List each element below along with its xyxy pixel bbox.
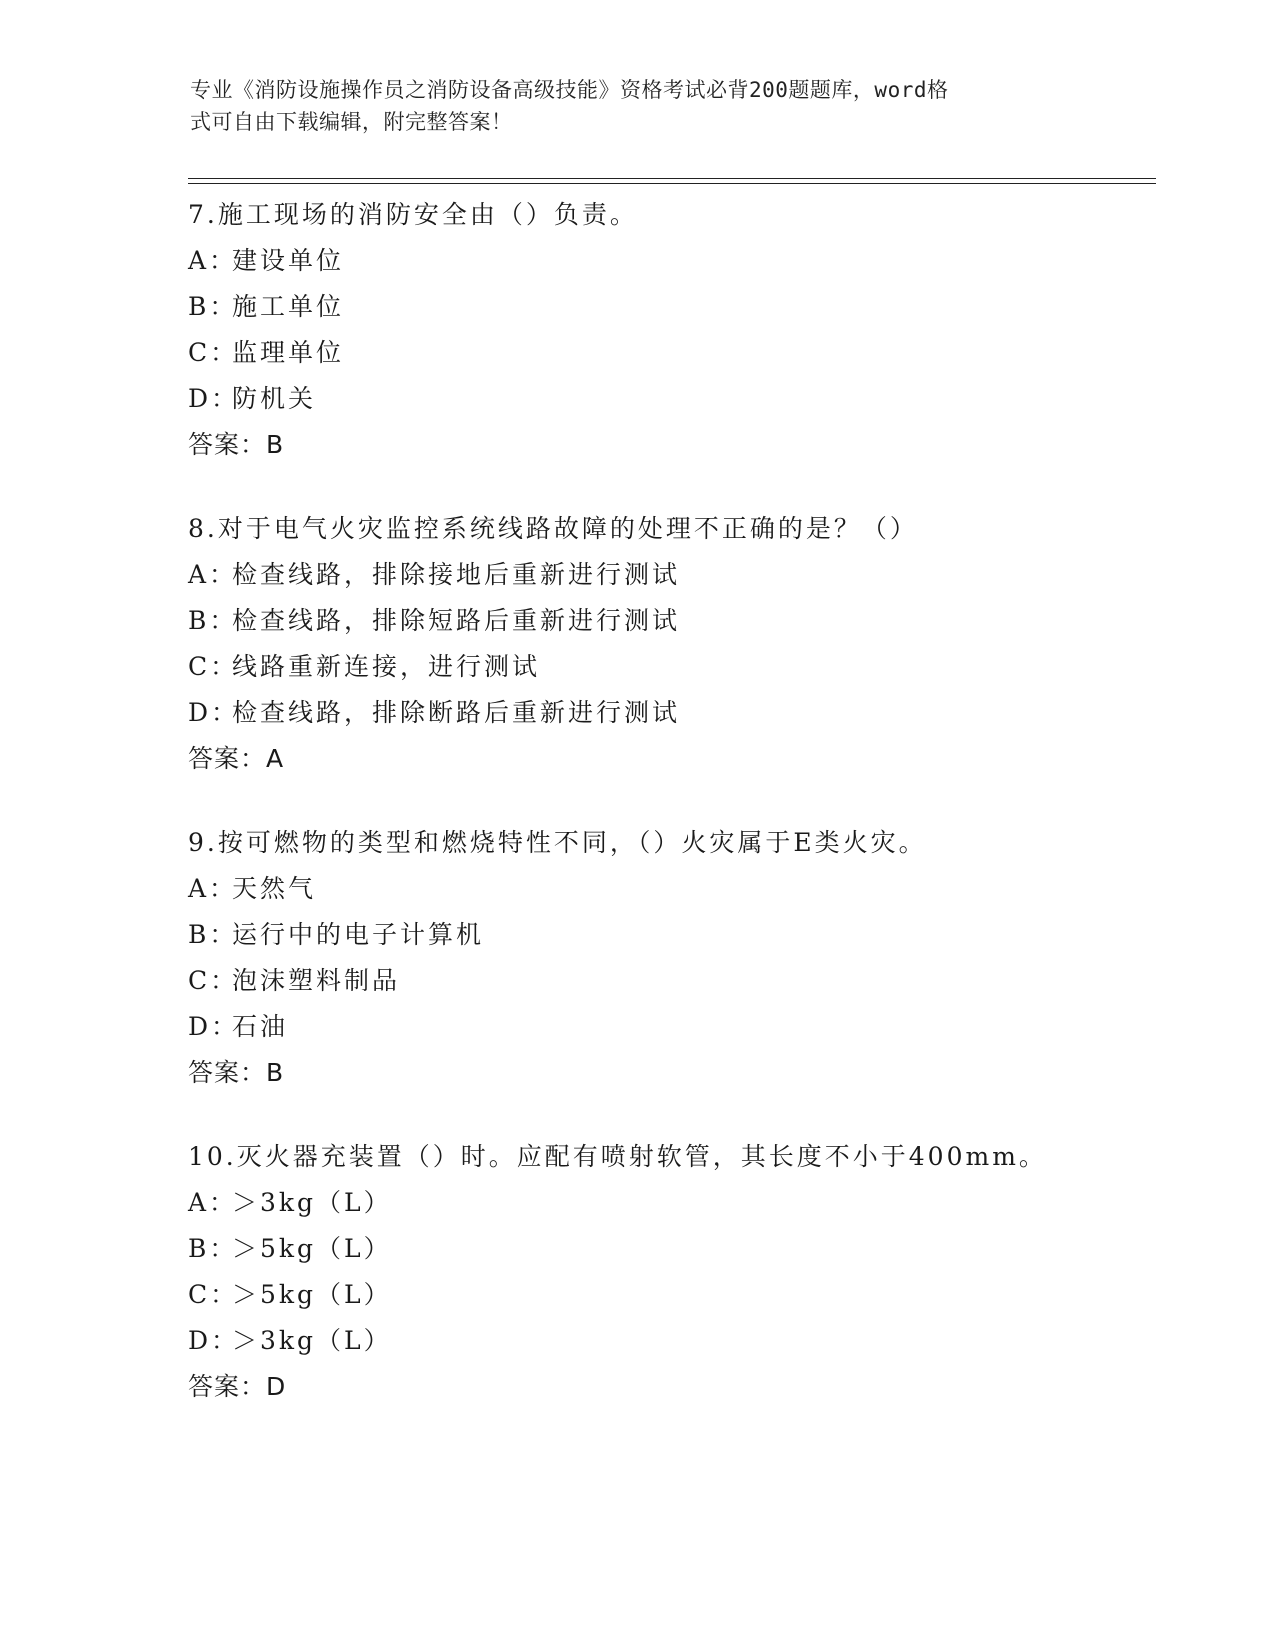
option-a (188, 866, 1148, 912)
question-list (188, 192, 1148, 1448)
question-stem (188, 820, 1148, 866)
question-number: 7. (188, 200, 218, 229)
answer-line: 答案：A (188, 744, 285, 773)
option-d (188, 376, 1148, 422)
option-text: 石油 (232, 1012, 289, 1041)
option-text: ＞3kg（L） (232, 1326, 392, 1355)
option-key: D： (188, 1326, 240, 1355)
question-stem (188, 1134, 1148, 1180)
option-d (188, 1004, 1148, 1050)
option-key: A： (188, 560, 238, 589)
answer-line: 答案：D (188, 1372, 287, 1401)
option-key: D： (188, 384, 240, 413)
option-text: 泡沫塑料制品 (232, 966, 401, 995)
header-line-2: 式可自由下载编辑，附完整答案！ (190, 110, 513, 134)
question-number: 10. (188, 1142, 237, 1171)
question-number: 9. (188, 828, 218, 857)
option-c (188, 1272, 1148, 1318)
option-text: 天然气 (232, 874, 317, 903)
option-text: 运行中的电子计算机 (232, 920, 485, 949)
question-text: 施工现场的消防安全由（）负责。 (217, 200, 638, 229)
option-text: 检查线路，排除短路后重新进行测试 (232, 606, 681, 635)
option-b (188, 284, 1148, 330)
option-key: B： (188, 606, 238, 635)
option-text: 施工单位 (232, 292, 345, 321)
option-c (188, 330, 1148, 376)
document-header (190, 74, 1070, 138)
option-text: 线路重新连接，进行测试 (232, 652, 541, 681)
option-key: D： (188, 698, 240, 727)
option-key: A： (188, 1188, 238, 1217)
question-text: 灭火器充装置（）时。应配有喷射软管，其长度不小于400mm。 (236, 1142, 1047, 1171)
option-text: ＞5kg（L） (232, 1280, 392, 1309)
option-text: 监理单位 (232, 338, 345, 367)
option-key: C： (188, 966, 239, 995)
option-d (188, 1318, 1148, 1364)
option-a (188, 552, 1148, 598)
header-divider-top (188, 178, 1156, 179)
question-10 (188, 1134, 1148, 1410)
question-8 (188, 506, 1148, 782)
question-stem (188, 506, 1148, 552)
option-key: B： (188, 292, 238, 321)
question-text: 按可燃物的类型和燃烧特性不同，（）火灾属于E类火灾。 (217, 828, 927, 857)
option-key: A： (188, 874, 238, 903)
header-divider-bottom (188, 183, 1156, 184)
question-9 (188, 820, 1148, 1096)
question-number: 8. (188, 514, 218, 543)
option-d (188, 690, 1148, 736)
option-text: 防机关 (232, 384, 317, 413)
option-key: B： (188, 1234, 238, 1263)
option-text: 检查线路，排除断路后重新进行测试 (232, 698, 681, 727)
option-text: ＞3kg（L） (232, 1188, 392, 1217)
answer-line: 答案：B (188, 1058, 285, 1087)
option-c (188, 958, 1148, 1004)
option-key: D： (188, 1012, 240, 1041)
option-a (188, 1180, 1148, 1226)
option-key: C： (188, 652, 239, 681)
answer-line: 答案：B (188, 430, 285, 459)
option-a (188, 238, 1148, 284)
option-key: B： (188, 920, 238, 949)
option-text: 检查线路，排除接地后重新进行测试 (232, 560, 681, 589)
header-line-1: 专业《消防设施操作员之消防设备高级技能》资格考试必背200题题库，word格 (190, 78, 949, 102)
option-text: 建设单位 (232, 246, 345, 275)
question-7 (188, 192, 1148, 468)
option-b (188, 598, 1148, 644)
question-text: 对于电气火灾监控系统线路故障的处理不正确的是？（） (217, 514, 918, 543)
option-key: C： (188, 338, 239, 367)
option-text: ＞5kg（L） (232, 1234, 392, 1263)
option-key: C： (188, 1280, 239, 1309)
option-c (188, 644, 1148, 690)
question-stem (188, 192, 1148, 238)
option-b (188, 912, 1148, 958)
option-key: A： (188, 246, 238, 275)
option-b (188, 1226, 1148, 1272)
